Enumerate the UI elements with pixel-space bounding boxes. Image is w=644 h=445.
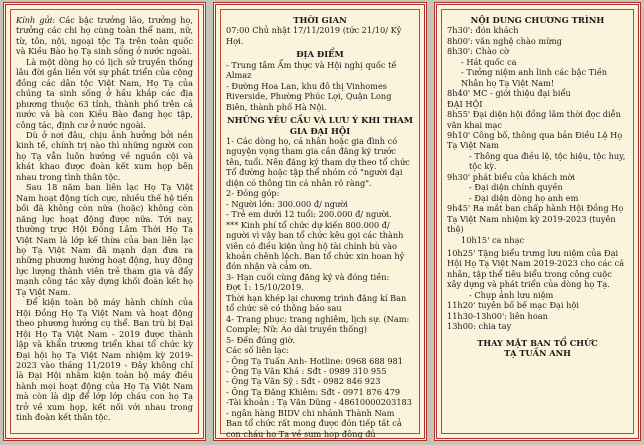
program-body	[447, 15, 628, 430]
requirement-item: - Người lớn: 300.000 đ/ người	[226, 198, 348, 209]
place-heading: ĐỊA ĐIỂM	[296, 49, 344, 60]
program-item: ĐẠI HỘI	[447, 98, 483, 109]
program-item: 10h15' ca nhạc	[461, 234, 525, 245]
invitation-panel-left	[3, 2, 206, 441]
place-line: - Đường Hoa Lan, khu đô thị Vinhomes Riverside, Phường Phúc Lợi, Quận Long Biên, thành phố Hà Nội.	[226, 80, 392, 112]
time-text: 07:00 Chủ nhật 17/11/2019 (tức 21/10/ Kỷ Hợi.	[226, 25, 402, 46]
program-item: 11h30-13h00': liên hoan	[447, 310, 548, 321]
requirement-item: - Trẻ em dưới 12 tuổi: 200.000 đ/ người.	[226, 209, 392, 220]
greeting	[16, 15, 193, 57]
requirement-item: - Ông Tạ Tuấn Anh- Hotline: 0968 688 981	[226, 355, 403, 366]
program-item: 9h45' Ra mắt ban chấp hành Hội Đồng Họ Tạ Việt Nam nhiệm kỳ 2019-2023 (tuyên thệ)	[447, 203, 624, 235]
signature-title: THAY MẶT BAN TỔ CHỨC	[477, 337, 598, 348]
program-list	[447, 25, 628, 331]
program-panel	[434, 2, 641, 441]
signature-name: TẠ TUẤN ANH	[504, 348, 571, 359]
requirement-item: - Ông Tạ Văn Khá : Sđt - 0989 310 955	[226, 365, 387, 376]
requirement-item: 1- Các dòng họ, cá nhân hoặc gia đình có nguyện vọng tham gia cần đăng ký trước tên, tuổi. Nên đăng ký tham dự theo tổ chức Tổ đường hoặc tập thể nhóm có "người đại diện có thông tin cá nhân rõ ràng".	[226, 135, 410, 188]
program-item: - Đại diện chính quyền	[469, 182, 563, 193]
requirement-item: Ban tổ chức rất mong được đón tiếp tất cả con cháu họ Tạ về sum họp đông đủ	[226, 418, 402, 439]
requirements-heading: NHỮNG YÊU CẦU VÀ LƯU Ý KHI THAM GIA ĐẠI HỘI	[226, 115, 414, 136]
requirement-item: *** Kinh phí tổ chức dự kiến 800.000 đ/ người vì vậy ban tổ chức kêu gọi các thành viên có điều kiện ủng hộ tài chính bù vào khoản chênh lệch. Ban tổ chức xin hoan hỷ đón nhận và cảm ơn.	[226, 219, 405, 272]
event-details-body	[226, 15, 414, 439]
program-item: 10h25' Tặng biểu trưng lưu niệm của Đại Hội Họ Tạ Việt Nam 2019-2023 cho các cá nhân, tập thể tiêu biểu trong công cuộc xây dựng và phát triển của dòng họ Tạ.	[447, 247, 624, 290]
program-item: 13h00: chia tay	[447, 321, 512, 332]
program-item: - Đại diện dòng họ anh em	[469, 192, 579, 203]
letter-body	[16, 15, 193, 430]
requirement-item: 2- Đóng góp:	[226, 188, 280, 199]
program-item: - Thông qua điều lệ, tộc hiệu, tộc huy, tộc kỳ.	[469, 150, 626, 172]
program-heading: NỘI DUNG CHƯƠNG TRÌNH	[470, 15, 605, 25]
program-item: 9h30' phát biểu của khách mời	[447, 171, 576, 182]
requirements-list	[226, 136, 414, 439]
time-heading: THỜI GIAN	[293, 15, 347, 25]
paragraph: Dù ở nơi đâu, chịu ảnh hưởng bởi nền kinh tế, chính trị nào thì những người con họ Tạ vẫn luôn hướng về nguồn cội và khát khao được đoàn kết xum họp bên nhau trong tình thân tộc.	[16, 129, 193, 182]
program-item: 8h55' Đại diện hội đồng lâm thời đọc diễn văn khai mạc	[447, 109, 621, 130]
requirement-item: - Ông Tạ Văn Sỹ : Sđt - 0982 846 923	[226, 376, 381, 387]
requirement-item: - Ông Tạ Đăng Khiêm: Sđt - 0971 876 479	[226, 386, 401, 397]
program-item: 8h40' MC - giới thiệu đại biểu	[447, 88, 571, 99]
event-details-panel	[213, 2, 427, 441]
program-item: - Chụp ảnh lưu niệm	[469, 289, 554, 300]
paragraph: Để kiện toàn bộ máy hành chính của Hội Đồng Họ Tạ Việt Nam và hoạt động theo phương hướng cụ thể. Ban trù bị Đại Hội Họ Tạ Việt Nam - 2019 được thành lập và khẩn trương triển khai tổ chức kỳ Đại hội họ Tạ Việt Nam nhiệm kỳ 2019-2023 vào tháng 11/2019 - Đây không chỉ là Đại Hội nhằm kiện toàn bộ máy điều hành mọi hoạt động của Họ Tạ Việt Nam mà còn là dịp để lớp lớp cháu con họ Tạ trở về xum họp, kết nối với nhau trong tình đoàn kết thân tộc.	[16, 297, 193, 423]
requirement-item: 4- Trang phục: trang nghiêm, lịch sự. (Nam: Comple; Nữ: Áo dài truyền thống)	[226, 313, 410, 335]
requirement-item: Đợt 1: 15/10/2019.	[226, 282, 304, 293]
program-item: 9h10' Công bố, thông qua bản Điều Lệ Họ Tạ Việt Nam	[447, 129, 623, 151]
program-item: 11h20' tuyên bố bế mạc Đại hội	[447, 300, 579, 311]
greeting-text: : Các bậc trưởng lão, trưởng họ, trưởng các chi họ cùng toàn thể nam, nữ, từ, tôn, nội, ngoại tộc Tạ trên toàn quốc và Kiều Bào họ Tạ sinh sống ở nước ngoài.	[16, 15, 193, 57]
requirement-item: -Tài khoản : Tạ Văn Dũng - 48610000203183 - ngân hàng BIDV chi nhánh Thành Nam	[226, 397, 412, 418]
place-line: - Trung tâm Ẩm thực và Hội nghị quốc tế Almaz	[226, 59, 397, 81]
requirement-item: Thời hạn khép lại chương trình đăng kí Ban tổ chức sẽ có thông báo sau	[226, 292, 407, 314]
program-item: - Hát quốc ca	[461, 56, 517, 67]
requirement-item: 3- Hạn cuối cùng đăng ký và đóng tiền:	[226, 271, 390, 282]
program-item: 8h30': Chào cờ	[447, 46, 509, 57]
program-item: 8h00': văn nghệ chào mừng	[447, 35, 562, 46]
requirement-item: Các số liên lạc:	[226, 345, 289, 356]
program-item: - Tưởng niệm anh linh các bậc Tiền Nhân họ Tạ Việt Nam!	[461, 67, 608, 88]
paragraph: Sau 18 năm ban liên lạc Họ Tạ Việt Nam hoạt động tích cực, nhiều thế hệ tiền bối đã không còn nữa (hoặc) không còn năng lực hoạt động được nữa. Tới nay, thường trực Hội Đồng Lâm Thời Họ Tạ Việt Nam là lớp kế thừa của ban liên lạc họ Tạ Việt Nam đã mạnh dạn đưa ra những phương hướng hoạt động, huy động lực lượng thành viên trẻ tham gia và đẩy mạnh công tác xây dựng khối đoàn kết họ Tạ Việt Nam.	[16, 182, 193, 297]
program-item: 7h30': đón khách	[447, 25, 519, 36]
requirement-item: 5- Đến đúng giờ.	[226, 334, 296, 345]
paragraph: Là một dòng họ có lịch sử truyền thống lâu đời gắn liền với sự phát triển của cộng đồng các dân tộc Việt Nam, Họ Tạ của chúng ta sinh sống ở hầu khắp các địa phương thuộc 63 tỉnh, thành phố trên cả nước và bà con Kiều Bào đang học tập, công tác, định cư ở nước ngoài.	[16, 56, 193, 130]
greeting-label: Kính gửi	[16, 15, 53, 25]
